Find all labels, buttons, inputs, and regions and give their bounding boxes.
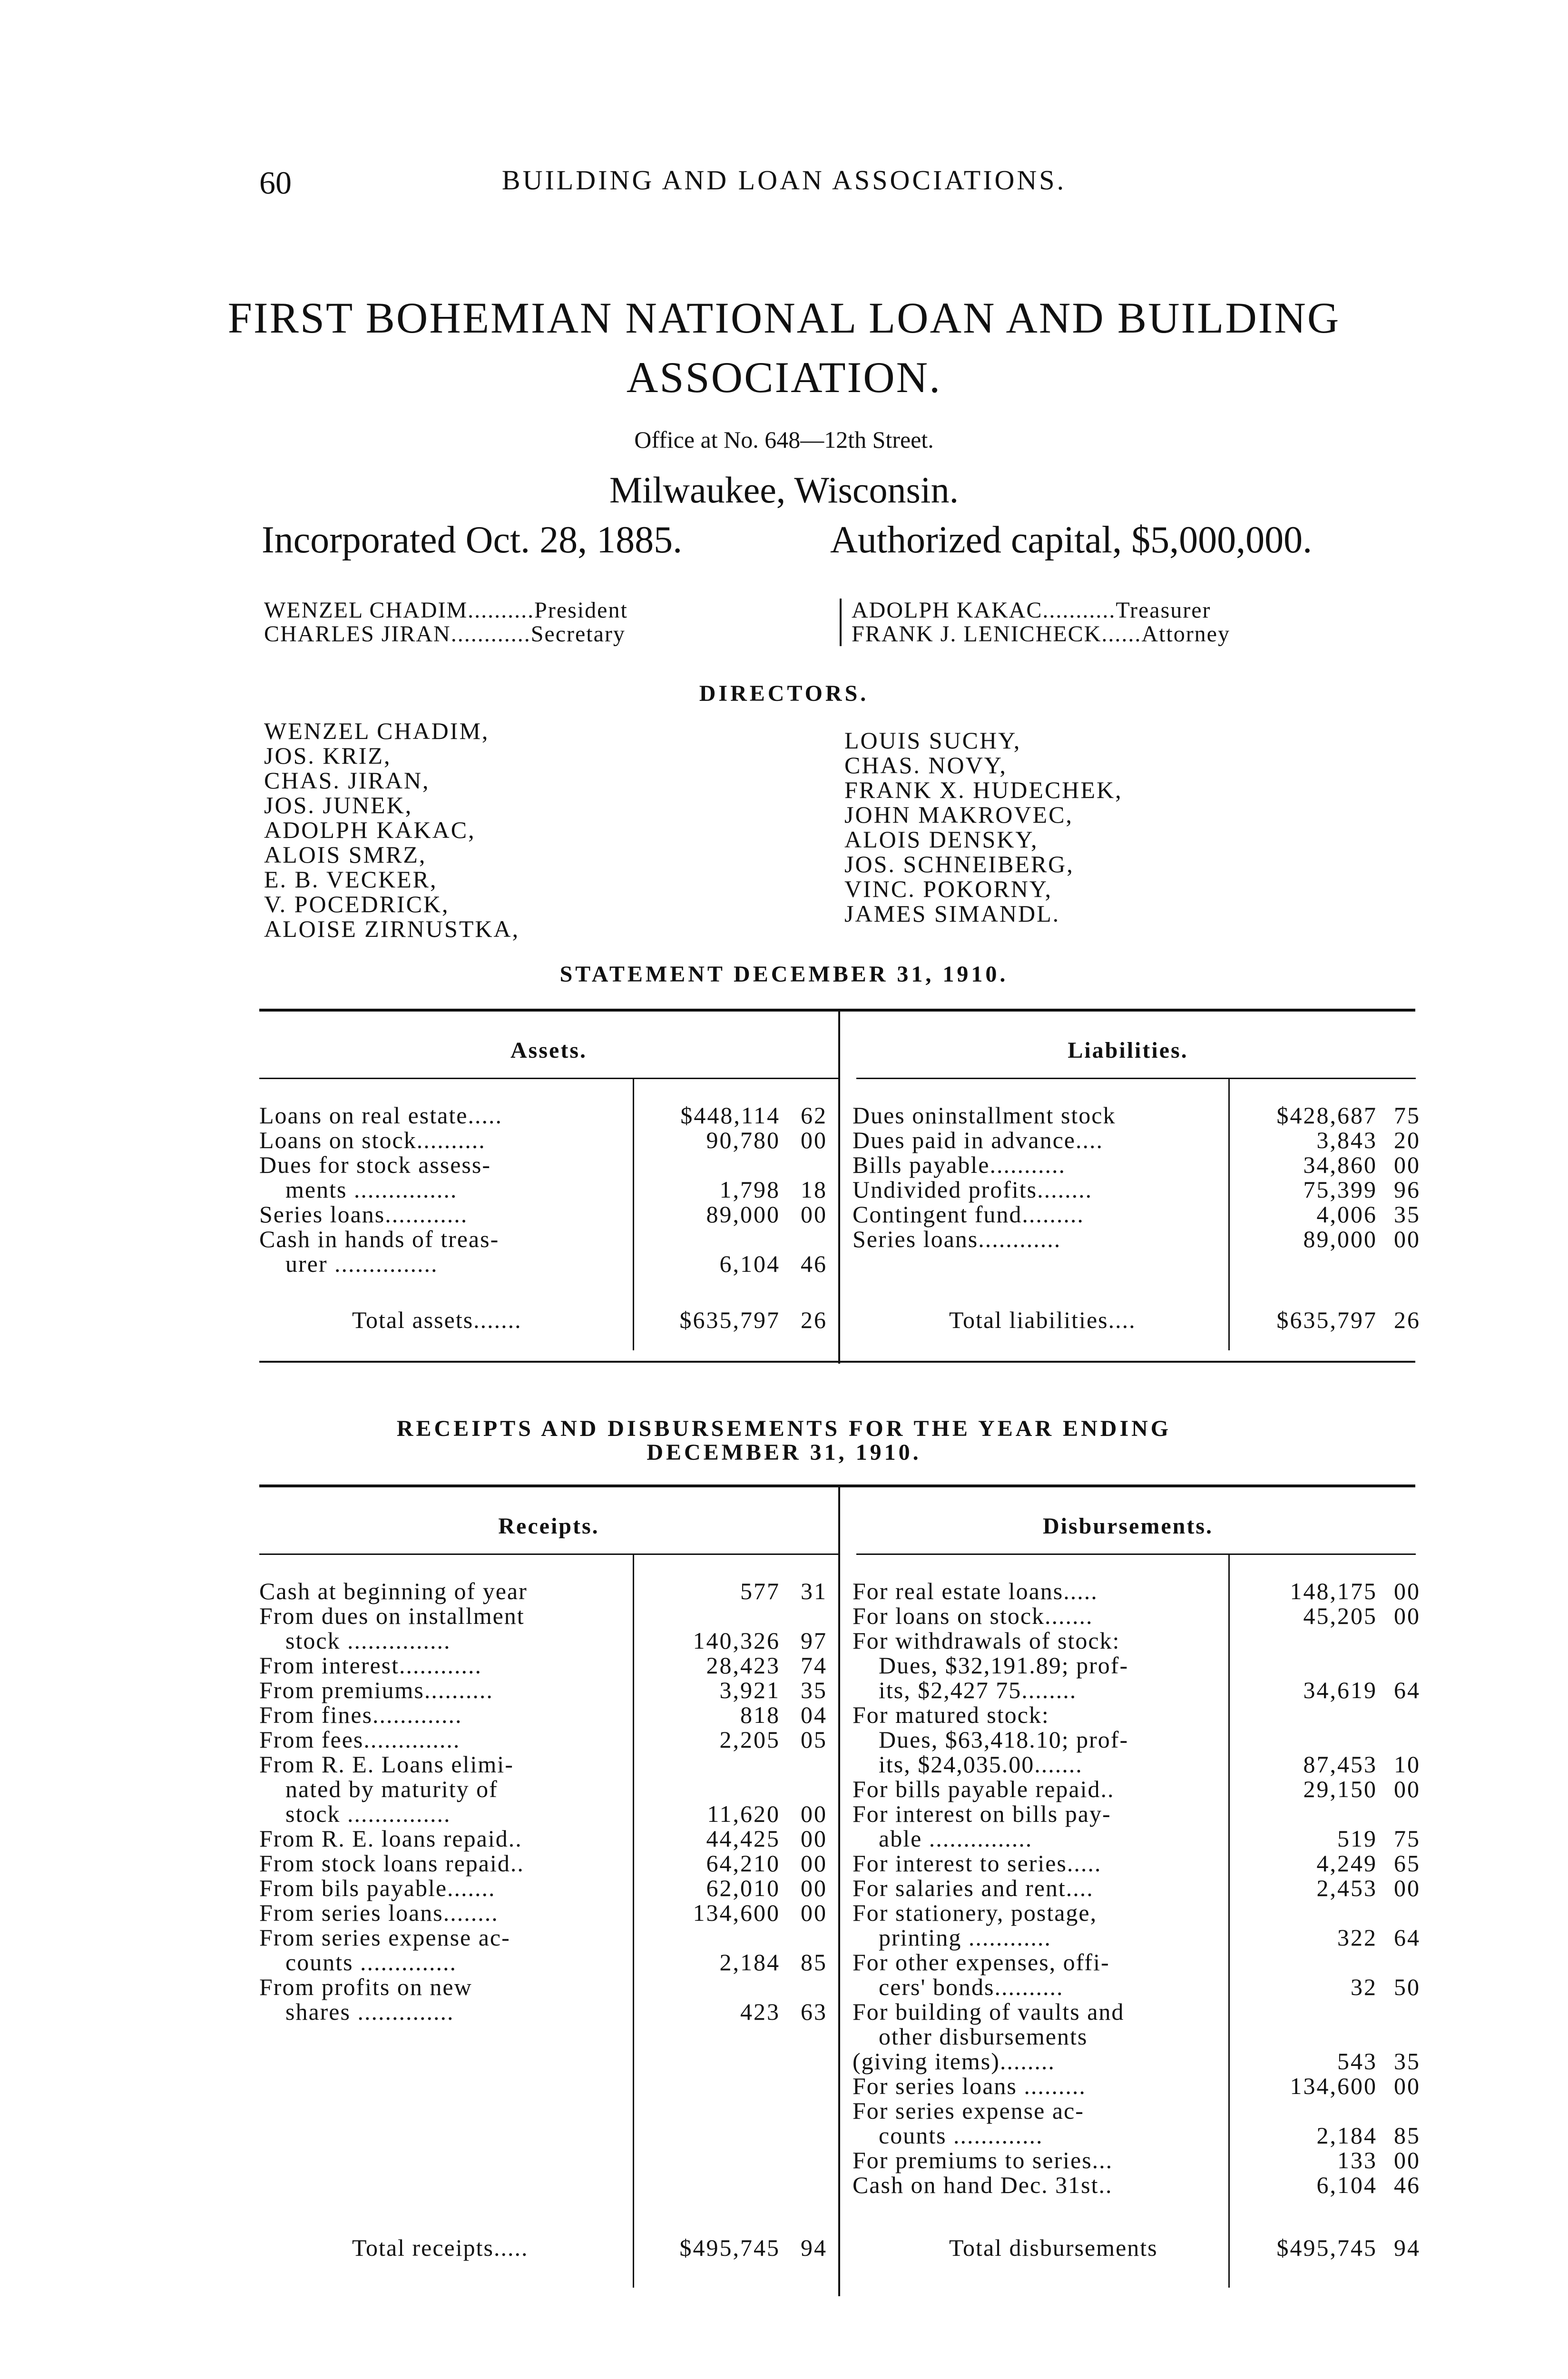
entry-label: For loans on stock.......: [853, 1602, 1093, 1629]
statement-bottom-rule: [259, 1361, 1415, 1363]
entry-cents: 00: [1394, 2147, 1421, 2173]
director-name: CHAS. NOVY,: [844, 752, 1007, 778]
entry-label: its, $2,427 75........: [879, 1677, 1077, 1703]
assets-amount-rule: [633, 1079, 634, 1350]
association-title-line2: ASSOCIATION.: [626, 353, 942, 402]
officer-name: CHARLES JIRAN: [264, 621, 451, 647]
entry-label: counts ..............: [285, 1949, 457, 1976]
entry-dollars: 89,000: [706, 1201, 780, 1228]
entry-label: For premiums to series...: [853, 2147, 1113, 2173]
entry-cents: 35: [1394, 2048, 1421, 2074]
entry-cents: 65: [1394, 1850, 1421, 1877]
entry-label: For interest to series.....: [853, 1850, 1102, 1877]
entry-label: able ...............: [879, 1825, 1033, 1852]
entry-label: From bils payable.......: [259, 1875, 496, 1901]
entry-cents: 00: [1394, 1776, 1421, 1802]
receipts-header: Receipts.: [498, 1514, 599, 1539]
entry-label: From fees..............: [259, 1726, 461, 1753]
officer-president: WENZEL CHADIM..........President: [264, 598, 628, 623]
director-name: LOUIS SUCHY,: [844, 727, 1021, 754]
entry-dollars: 322: [1337, 1924, 1377, 1951]
statement-heading: STATEMENT DECEMBER 31, 1910.: [559, 962, 1009, 987]
disbursements-header: Disbursements.: [1042, 1514, 1213, 1539]
entry-label: Dues, $32,191.89; prof-: [879, 1652, 1129, 1679]
entry-label: nated by maturity of: [285, 1776, 498, 1802]
entry-dollars: 44,425: [706, 1825, 780, 1852]
entry-label: From fines.............: [259, 1701, 462, 1728]
entry-cents: 96: [1394, 1176, 1421, 1203]
entry-label: Contingent fund.........: [853, 1201, 1084, 1228]
entry-dollars: 32: [1351, 1974, 1377, 2000]
entry-label: counts .............: [879, 2122, 1043, 2149]
entry-cents: 00: [801, 1127, 827, 1153]
entry-label: urer ...............: [285, 1250, 438, 1277]
entry-cents: 10: [1394, 1751, 1421, 1778]
entry-label: Undivided profits........: [853, 1176, 1093, 1203]
entry-dollars: 134,600: [693, 1899, 780, 1926]
entry-dollars: 2,453: [1316, 1875, 1377, 1901]
entry-label: From series expense ac-: [259, 1924, 510, 1951]
entry-cents: 62: [801, 1102, 827, 1129]
entry-cents: 75: [1394, 1102, 1421, 1129]
entry-cents: 04: [801, 1701, 827, 1728]
entry-dollars: 2,205: [719, 1726, 780, 1753]
entry-label: From profits on new: [259, 1974, 472, 2000]
entry-cents: 00: [801, 1899, 827, 1926]
director-name: CHAS. JIRAN,: [264, 767, 430, 794]
entry-dollars: $428,687: [1276, 1102, 1377, 1129]
entry-dollars: 4,249: [1316, 1850, 1377, 1877]
receipts-heading-line2: DECEMBER 31, 1910.: [647, 1440, 921, 1465]
entry-dollars: 134,600: [1290, 2073, 1377, 2099]
entry-label: For bills payable repaid..: [853, 1776, 1115, 1802]
total-cents: 94: [1394, 2234, 1421, 2261]
entry-label: For building of vaults and: [853, 1998, 1125, 2025]
entry-cents: 05: [801, 1726, 827, 1753]
entry-label: its, $24,035.00.......: [879, 1751, 1083, 1778]
director-name: ALOIS SMRZ,: [264, 841, 427, 868]
directors-right-column: [844, 728, 1123, 926]
entry-dollars: 89,000: [1303, 1226, 1377, 1252]
entry-dollars: 34,619: [1303, 1677, 1377, 1703]
receipts-center-rule: [838, 1487, 840, 2296]
officer-attorney: FRANK J. LENICHECK......Attorney: [852, 621, 1230, 647]
entry-label: Loans on stock..........: [259, 1127, 486, 1153]
total-label: Total assets.......: [352, 1307, 522, 1333]
entry-cents: 35: [1394, 1201, 1421, 1228]
entry-cents: 85: [1394, 2122, 1421, 2149]
entry-dollars: 64,210: [706, 1850, 780, 1877]
director-name: ADOLPH KAKAC,: [264, 816, 476, 843]
entry-label: stock ...............: [285, 1627, 451, 1654]
entry-label: Cash in hands of treas-: [259, 1226, 500, 1252]
director-name: E. B. VECKER,: [264, 866, 438, 893]
officer-title: Attorney: [1141, 621, 1230, 647]
entry-label: Bills payable...........: [853, 1151, 1066, 1178]
entry-label: From R. E. Loans elimi-: [259, 1751, 514, 1778]
entry-dollars: 140,326: [693, 1627, 780, 1654]
director-name: JOS. JUNEK,: [264, 792, 413, 818]
entry-cents: 20: [1394, 1127, 1421, 1153]
entry-dollars: 1,798: [719, 1176, 780, 1203]
officer-treasurer: ADOLPH KAKAC...........Treasurer: [852, 598, 1211, 623]
entry-cents: 64: [1394, 1677, 1421, 1703]
entry-label: stock ...............: [285, 1800, 451, 1827]
entry-label: From stock loans repaid..: [259, 1850, 524, 1877]
entry-cents: 75: [1394, 1825, 1421, 1852]
total-dollars: $495,745: [1276, 2234, 1377, 2261]
directors-heading: DIRECTORS.: [699, 681, 869, 706]
entry-dollars: 87,453: [1303, 1751, 1377, 1778]
total-label: Total receipts.....: [352, 2234, 529, 2261]
entry-label: For other expenses, offi-: [853, 1949, 1110, 1976]
total-cents: 26: [1394, 1307, 1421, 1333]
entry-dollars: 543: [1337, 2048, 1377, 2074]
entry-dollars: 6,104: [1316, 2172, 1377, 2198]
entry-cents: 35: [801, 1677, 827, 1703]
entry-label: ments ...............: [285, 1176, 458, 1203]
entry-cents: 00: [801, 1875, 827, 1901]
entry-dollars: 577: [740, 1578, 780, 1604]
officer-name: ADOLPH KAKAC: [852, 598, 1043, 623]
entry-cents: 00: [801, 1825, 827, 1852]
total-label: Total disbursements: [949, 2234, 1158, 2261]
entry-cents: 00: [801, 1201, 827, 1228]
liabilities-header: Liabilities.: [1068, 1038, 1188, 1063]
entry-label: Dues for stock assess-: [259, 1151, 491, 1178]
entry-label: cers' bonds..........: [879, 1974, 1064, 2000]
entry-dollars: $448,114: [680, 1102, 780, 1129]
office-address: Office at No. 648—12th Street.: [634, 426, 934, 453]
entry-label: Dues oninstallment stock: [853, 1102, 1116, 1129]
officer-title: Secretary: [530, 621, 626, 647]
entry-dollars: 519: [1337, 1825, 1377, 1852]
receipts-header-rule: [259, 1553, 838, 1555]
assets-header-rule: [259, 1078, 838, 1079]
total-label: Total liabilities....: [949, 1307, 1136, 1333]
entry-label: Dues paid in advance....: [853, 1127, 1104, 1153]
entry-dollars: 818: [740, 1701, 780, 1728]
entry-dollars: 133: [1337, 2147, 1377, 2173]
director-name: JOS. SCHNEIBERG,: [844, 851, 1074, 877]
receipts-amount-rule: [633, 1555, 634, 2288]
entry-dollars: 45,205: [1303, 1602, 1377, 1629]
entry-cents: 00: [1394, 1875, 1421, 1901]
entry-label: For withdrawals of stock:: [853, 1627, 1120, 1654]
total-dollars: $635,797: [1276, 1307, 1377, 1333]
entry-label: For series loans .........: [853, 2073, 1086, 2099]
entry-label: printing ............: [879, 1924, 1051, 1951]
city: Milwaukee, Wisconsin.: [609, 469, 959, 511]
director-name: ALOISE ZIRNUSTKA,: [264, 915, 520, 942]
entry-cents: 00: [1394, 1226, 1421, 1252]
officer-name: FRANK J. LENICHECK: [852, 621, 1102, 647]
entry-dollars: 148,175: [1290, 1578, 1377, 1604]
officer-secretary: CHARLES JIRAN............Secretary: [264, 621, 626, 647]
authorized-capital: Authorized capital, $5,000,000.: [830, 519, 1313, 561]
entry-label: For series expense ac-: [853, 2097, 1084, 2124]
statement-top-rule: [259, 1009, 1415, 1012]
entry-dollars: 29,150: [1303, 1776, 1377, 1802]
entry-label: For matured stock:: [853, 1701, 1049, 1728]
entry-dollars: 2,184: [1316, 2122, 1377, 2149]
entry-label: From dues on installment: [259, 1602, 525, 1629]
entry-label: For stationery, postage,: [853, 1899, 1098, 1926]
entry-cents: 50: [1394, 1974, 1421, 2000]
entry-label: Dues, $63,418.10; prof-: [879, 1726, 1129, 1753]
entry-cents: 63: [801, 1998, 827, 2025]
entry-label: For real estate loans.....: [853, 1578, 1098, 1604]
running-title: BUILDING AND LOAN ASSOCIATIONS.: [501, 165, 1067, 196]
entry-dollars: 62,010: [706, 1875, 780, 1901]
director-name: FRANK X. HUDECHEK,: [844, 777, 1123, 803]
entry-cents: 97: [801, 1627, 827, 1654]
entry-cents: 46: [801, 1250, 827, 1277]
entry-cents: 46: [1394, 2172, 1421, 2198]
entry-label: Cash at beginning of year: [259, 1578, 528, 1604]
total-dollars: $635,797: [679, 1307, 780, 1333]
incorporation-date: Incorporated Oct. 28, 1885.: [262, 519, 683, 561]
entry-label: From R. E. loans repaid..: [259, 1825, 522, 1852]
entry-label: From series loans........: [259, 1899, 499, 1926]
receipts-top-rule: [259, 1484, 1415, 1487]
entry-cents: 64: [1394, 1924, 1421, 1951]
total-cents: 94: [801, 2234, 827, 2261]
director-name: V. POCEDRICK,: [264, 891, 450, 917]
entry-label: For interest on bills pay-: [853, 1800, 1111, 1827]
entry-cents: 00: [1394, 1578, 1421, 1604]
officer-name: WENZEL CHADIM: [264, 598, 468, 623]
entry-cents: 31: [801, 1578, 827, 1604]
director-name: JOHN MAKROVEC,: [844, 801, 1073, 828]
officer-title: Treasurer: [1116, 598, 1211, 623]
statement-center-rule: [838, 1012, 840, 1364]
entry-dollars: 423: [740, 1998, 780, 2025]
entry-label: From premiums..........: [259, 1677, 493, 1703]
entry-cents: 00: [1394, 1602, 1421, 1629]
entry-label: (giving items)........: [853, 2048, 1055, 2074]
entry-label: Series loans............: [853, 1226, 1061, 1252]
entry-dollars: 4,006: [1316, 1201, 1377, 1228]
entry-cents: 85: [801, 1949, 827, 1976]
entry-cents: 00: [1394, 2073, 1421, 2099]
entry-cents: 18: [801, 1176, 827, 1203]
officer-divider: [840, 599, 842, 646]
entry-label: Series loans............: [259, 1201, 468, 1228]
entry-dollars: 90,780: [706, 1127, 780, 1153]
entry-dollars: 2,184: [719, 1949, 780, 1976]
entry-dollars: 75,399: [1303, 1176, 1377, 1203]
entry-label: shares ..............: [285, 1998, 454, 2025]
entry-dollars: 3,843: [1316, 1127, 1377, 1153]
entry-dollars: 11,620: [707, 1800, 780, 1827]
assets-header: Assets.: [510, 1038, 587, 1063]
total-cents: 26: [801, 1307, 827, 1333]
entry-cents: 74: [801, 1652, 827, 1679]
liabilities-amount-rule: [1228, 1079, 1230, 1350]
director-name: VINC. POKORNY,: [844, 875, 1052, 902]
entry-label: other disbursements: [879, 2023, 1088, 2050]
director-name: JOS. KRIZ,: [264, 742, 392, 769]
directors-left-column: [264, 718, 519, 941]
page-number: 60: [259, 165, 292, 201]
officer-title: President: [534, 598, 628, 623]
liabilities-header-rule: [856, 1078, 1416, 1079]
director-name: ALOIS DENSKY,: [844, 826, 1039, 853]
disbursements-amount-rule: [1228, 1555, 1230, 2288]
total-dollars: $495,745: [679, 2234, 780, 2261]
entry-cents: 00: [801, 1800, 827, 1827]
entry-dollars: 6,104: [719, 1250, 780, 1277]
entry-dollars: 3,921: [719, 1677, 780, 1703]
entry-label: From interest............: [259, 1652, 482, 1679]
association-title-line1: FIRST BOHEMIAN NATIONAL LOAN AND BUILDING: [227, 294, 1341, 342]
entry-label: Loans on real estate.....: [259, 1102, 502, 1129]
entry-dollars: 28,423: [706, 1652, 780, 1679]
entry-cents: 00: [801, 1850, 827, 1877]
receipts-heading-line1: RECEIPTS AND DISBURSEMENTS FOR THE YEAR ENDING: [396, 1416, 1172, 1441]
entry-cents: 00: [1394, 1151, 1421, 1178]
entry-label: For salaries and rent....: [853, 1875, 1094, 1901]
director-name: JAMES SIMANDL.: [844, 900, 1060, 927]
entry-dollars: 34,860: [1303, 1151, 1377, 1178]
disbursements-header-rule: [856, 1553, 1416, 1555]
director-name: WENZEL CHADIM,: [264, 718, 490, 744]
entry-label: Cash on hand Dec. 31st..: [853, 2172, 1113, 2198]
